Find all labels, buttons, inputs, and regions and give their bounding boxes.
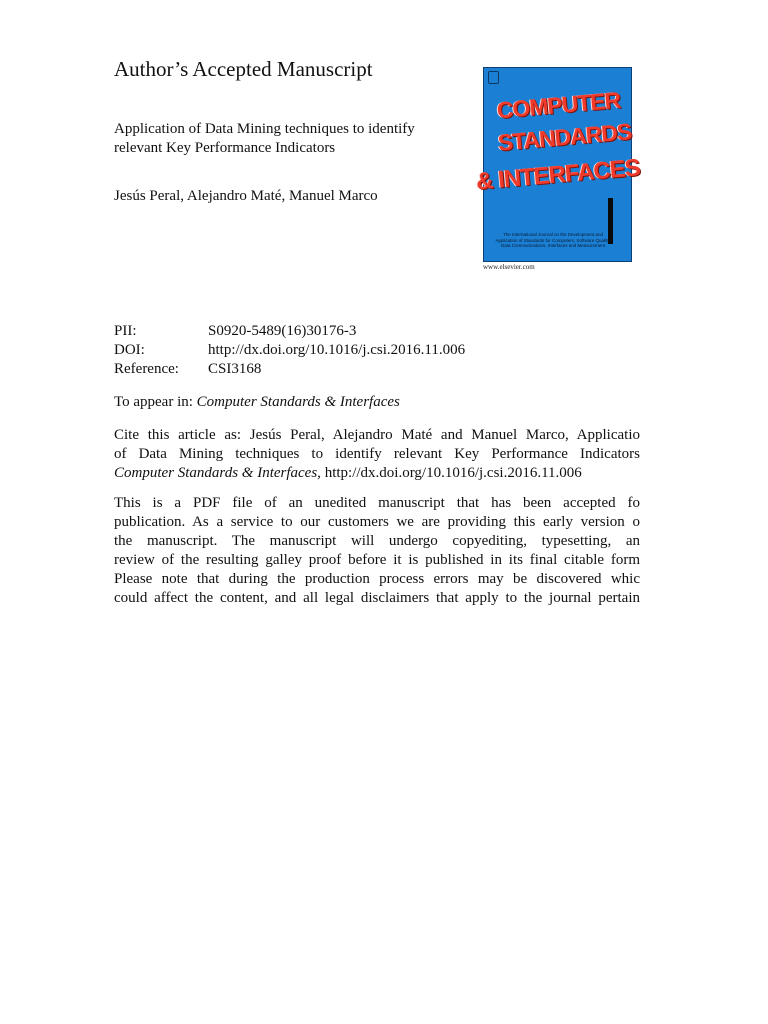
cover-title-line-1: COMPUTER — [495, 86, 622, 124]
journal-cover-image — [475, 67, 641, 262]
to-appear-journal: Computer Standards & Interfaces — [196, 394, 400, 410]
publisher-logo-icon — [488, 71, 499, 84]
article-title: Application of Data Mining techniques to identify relevant Key Performance Indicators — [114, 121, 415, 156]
disclaimer-line: the manuscript. The manuscript will undergo copyediting, typesetting, an — [114, 533, 640, 549]
disclaimer-line: could affect the content, and all legal disclaimers that apply to the journal pertain — [114, 590, 640, 606]
disclaimer-line: publication. As a service to our customers we are providing this early version o — [114, 514, 640, 530]
citation-line: of Data Mining techniques to identify relevant Key Performance Indicators — [114, 446, 640, 462]
meta-pii-label: PII: — [114, 323, 137, 339]
citation-paragraph — [114, 426, 640, 483]
article-authors: Jesús Peral, Alejandro Maté, Manuel Marco — [114, 188, 378, 204]
meta-reference-value: CSI3168 — [208, 361, 262, 377]
disclaimer-line: review of the resulting galley proof before it is published in its final citable form — [114, 552, 640, 568]
to-appear-in — [114, 393, 400, 412]
cover-subtitle: The International Journal on the Development and Application of Standards for Computers, Software Quality, Data Communications, Interfaces and Measurement — [495, 232, 611, 248]
meta-reference-label: Reference: — [114, 361, 179, 377]
citation-line: Cite this article as: Jesús Peral, Alejandro Maté and Manuel Marco, Applicatio — [114, 427, 640, 443]
cover-title-line-3: & INTERFACES — [475, 154, 641, 196]
meta-pii-value: S0920-5489(16)30176-3 — [208, 323, 357, 339]
disclaimer-line: This is a PDF file of an unedited manuscript that has been accepted fo — [114, 495, 640, 511]
citation-journal: Computer Standards & Interfaces, — [114, 465, 321, 481]
cover-caption: www.elsevier.com — [483, 263, 535, 271]
citation-line — [114, 464, 640, 483]
citation-doi: http://dx.doi.org/10.1016/j.csi.2016.11.006 — [324, 465, 582, 481]
meta-doi-value: http://dx.doi.org/10.1016/j.csi.2016.11.006 — [208, 342, 466, 358]
to-appear-label: To appear in: — [114, 394, 193, 410]
cover-title-line-2: STANDARDS — [496, 118, 633, 156]
disclaimer-line: Please note that during the production process errors may be discovered whic — [114, 571, 640, 587]
meta-doi-label: DOI: — [114, 342, 145, 358]
page-title: Author’s Accepted Manuscript — [114, 57, 373, 81]
disclaimer-paragraph — [114, 494, 640, 608]
